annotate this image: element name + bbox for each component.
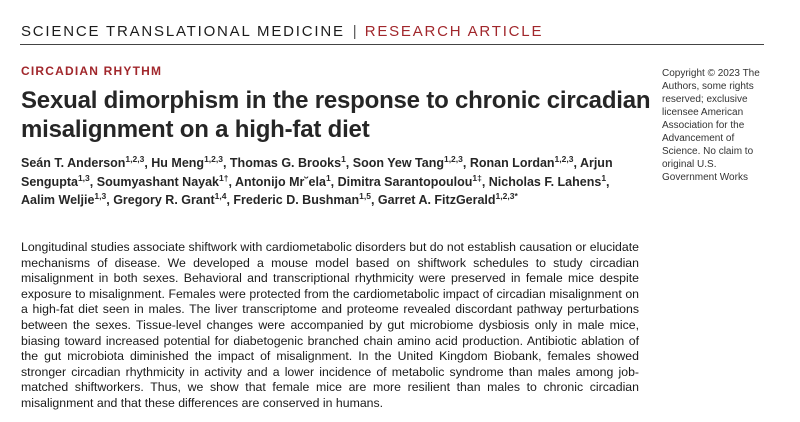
author [21,156,144,170]
author-name: Aalim Weljie [21,193,95,207]
author-name: Soumyashant Nayak [96,174,220,189]
author [96,172,229,189]
author-affiliation: 1,2,3 [443,154,463,164]
author-affiliation: 1 [325,172,331,183]
copyright-notice: Copyright © 2023 The Authors, some rights reserved; exclusive licensee American Association for the Advancement of Science. No claim to original U.S. Government Works [662,68,760,183]
author-affiliation: 1,2,3 [554,154,574,164]
author-affiliation: 1,4 [214,191,227,201]
author-affiliation: 1 [601,172,607,183]
author [233,193,371,207]
author-name: Soon Yew Tang [352,156,444,170]
author-affiliation: 1,5 [359,191,371,201]
author-affiliation: 1,2,3 [204,154,223,164]
author-name: Seán T. Anderson [21,156,126,170]
article-type: RESEARCH ARTICLE [364,22,544,40]
section-label: CIRCADIAN RHYTHM [21,64,163,78]
journal-header [21,22,543,40]
author [337,172,482,189]
author-name: Thomas G. Brooks [229,156,342,170]
author [234,172,331,189]
author [353,156,463,170]
author-name: Arjun Sengupta [21,156,613,189]
author-affiliation: 1† [219,172,229,183]
author-list: Seán T. Anderson$^{1,2,3}$, Hu Meng$^{1,2,3}$, Thomas G. Brooks$^1$, Soon Yew Tang$^{1,2,3}$, Ronan Lordan$^{1,2,3}$, Arjun Sengupta$^{1,3}$, Soumyashant Nayak$^{1\dagger}$, Antonijo Mr˘ela$^1$, Dimitra Sarantopoulou$^{1\ddagger}$, Nicholas F. Lahens$^1$, Aalim Weljie$^{1,3}$, Gregory R. Grant$^{1,4}$, Frederic D. Bushman$^{1,5}$, Garret A. FitzGerald$^{1,2,3*}$ [21,154,613,207]
journal-name: SCIENCE TRANSLATIONAL MEDICINE [21,22,345,40]
author-affiliation: 1,3 [77,172,90,183]
author-name: Dimitra Sarantopoulou [337,174,473,189]
author-name: Garret A. FitzGerald [377,193,496,207]
author [151,156,223,170]
header-separator: | [352,22,357,40]
author [378,193,518,207]
header-rule [20,44,764,45]
author-name: Antonijo Mr˘ela [234,174,326,189]
author-affiliation: 1,2,3* [495,191,518,201]
author [470,156,574,170]
author-name: Frederic D. Bushman [233,193,360,207]
author-affiliation: 1,2,3 [125,154,145,164]
author-name: Ronan Lordan [469,156,555,170]
author [21,193,106,207]
author-affiliation: 1 [341,154,346,164]
abstract: Longitudinal studies associate shiftwork with cardiometabolic disorders but do not establish causation or elucidate mechanisms of disease. We developed a mouse model based on shiftwork schedules to study circadian misalignment in both sexes. Behavioral and transcriptional rhythmicity were preserved in female mice despite exposure to misalignment. Females were protected from the cardiometabolic impact of circadian misalignment on a high-fat diet seen in males. The liver transcriptome and proteome revealed discordant pathway perturbations between the sexes. Tissue-level changes were accompanied by gut microbiome dysbiosis only in male mice, biasing toward increased potential for diabetogenic branched chain amino acid production. Antibiotic ablation of the gut microbiota diminished the impact of misalignment. In the United Kingdom Biobank, females showed stronger circadian rhythmicity in activity and a lower incidence of metabolic syndrome than males among job-matched shiftworkers. Thus, we show that female mice are more resilient than males to chronic circadian misalignment and that these differences are conserved in humans. [21,240,639,410]
author-name: Hu Meng [151,156,205,170]
author-name: Nicholas F. Lahens [488,174,602,189]
author-name: Gregory R. Grant [113,193,215,207]
author [230,156,346,170]
author [113,193,226,207]
author-affiliation: 1‡ [472,172,482,183]
article-title: Sexual dimorphism in the response to chronic circadian misalignment on a high-fat diet [21,87,651,143]
author-affiliation: 1,3 [94,191,107,201]
author [488,172,607,189]
